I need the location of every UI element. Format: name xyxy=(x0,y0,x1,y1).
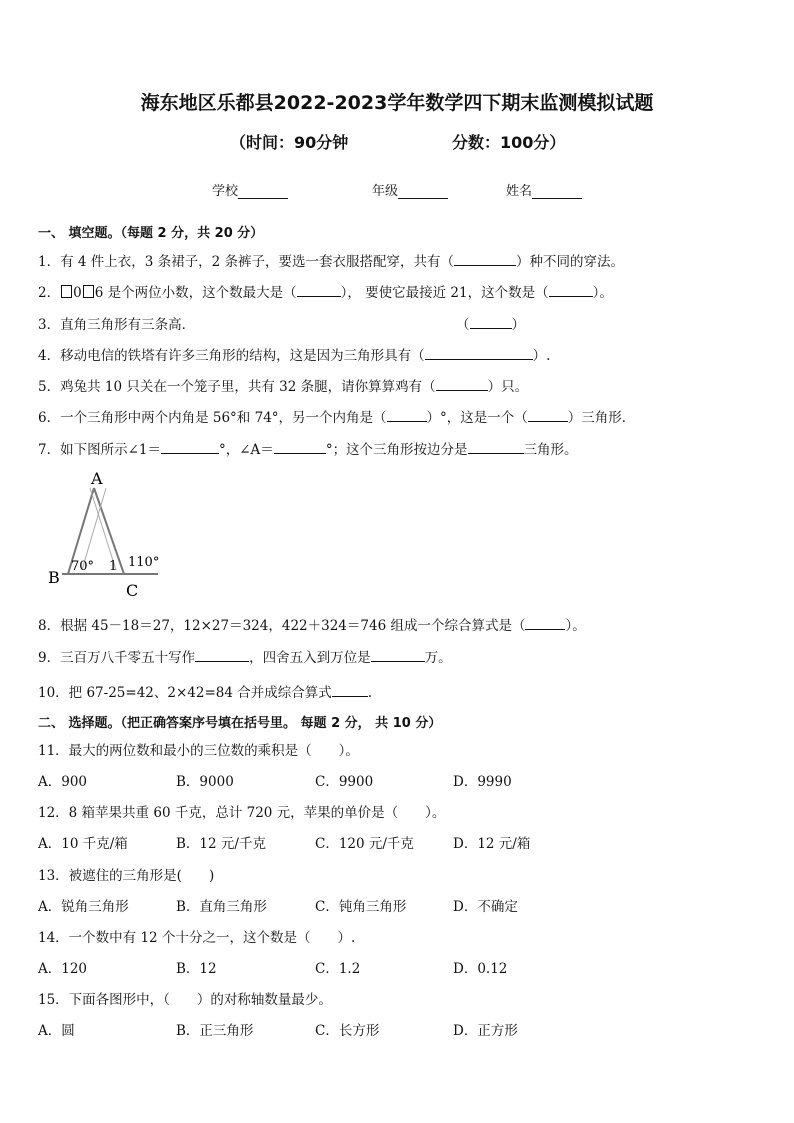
name-label: 姓名 xyxy=(506,184,533,199)
vertex-a-label: A xyxy=(91,469,103,488)
time-limit: （时间：90分钟 xyxy=(230,133,349,152)
digit-box xyxy=(83,285,94,298)
q15-option-d[interactable]: D．正方形 xyxy=(453,1023,518,1039)
q9-end: 万。 xyxy=(424,650,452,666)
q6-end: ）三角形． xyxy=(567,410,636,426)
q2-digit: 0 xyxy=(73,285,82,301)
q7-text-3: °；这个三角形按边分是 xyxy=(325,442,468,458)
q14-option-a[interactable]: A．120 xyxy=(38,961,88,977)
school-blank[interactable] xyxy=(238,186,288,199)
grade-label: 年级 xyxy=(372,184,399,199)
section-heading-choice: 二、 选择题。（把正确答案序号填在括号里。 每题 2 分， 共 10 分） xyxy=(38,716,442,731)
total-score: 分数：100分） xyxy=(452,133,566,152)
q8-blank[interactable] xyxy=(525,617,565,630)
q9-blank-1[interactable] xyxy=(195,649,249,662)
question-5 xyxy=(38,375,528,395)
q1-blank[interactable] xyxy=(454,253,516,266)
q15-option-b[interactable]: B．正三角形 xyxy=(176,1023,254,1039)
school-field xyxy=(212,180,288,199)
angle-1-label: 1 xyxy=(109,559,118,574)
q7-end: 三角形。 xyxy=(523,442,578,458)
question-10 xyxy=(38,681,372,701)
q5-end: ）只。 xyxy=(487,379,529,395)
question-14: 14．一个数中有 12 个十分之一，这个数是（ ）. xyxy=(38,930,356,946)
q5-blank[interactable] xyxy=(436,378,488,391)
q12-option-c[interactable]: C．120 元/千克 xyxy=(315,836,414,852)
q6-text: 6．一个三角形中两个内角是 56°和 74°，另一个内角是（ xyxy=(38,410,387,426)
q14-option-b[interactable]: B．12 xyxy=(176,961,217,977)
q13-option-d[interactable]: D．不确定 xyxy=(453,899,518,915)
q3-text: 3．直角三角形有三条高． xyxy=(38,317,196,333)
question-11: 11．最大的两位数和最小的三位数的乘积是（ ）。 xyxy=(38,743,359,759)
grade-field xyxy=(372,180,448,199)
q2-blank-2[interactable] xyxy=(549,284,593,297)
q14-option-d[interactable]: D．0.12 xyxy=(453,961,508,977)
q5-text: 5．鸡兔共 10 只关在一个笼子里，共有 32 条腿，请你算算鸡有（ xyxy=(38,379,436,395)
q10-end: . xyxy=(367,685,373,701)
exam-title: 海东地区乐都县2022-2023学年数学四下期末监测模拟试题 xyxy=(140,92,654,114)
q4-end: ）. xyxy=(532,348,551,364)
q14-option-c[interactable]: C．1.2 xyxy=(315,961,361,977)
q7-blank-2[interactable] xyxy=(274,441,326,454)
question-15: 15．下面各图形中，（ ）的对称轴数量最少。 xyxy=(38,992,332,1008)
q8-text: 8．根据 45－18＝27，12×27＝324，422＋324＝746 组成一个综合算式是（ xyxy=(38,618,526,634)
q15-option-c[interactable]: C．长方形 xyxy=(315,1023,380,1039)
q1-end: ）种不同的穿法。 xyxy=(516,254,625,270)
q10-text: 10．把 67-25=42、2×42=84 合并成综合算式 xyxy=(38,685,332,701)
q3-blank[interactable] xyxy=(470,316,512,329)
q2-text-2: ）， 要使它最接近 21，这个数是（ xyxy=(340,285,549,301)
q11-option-b[interactable]: B．9000 xyxy=(176,774,234,790)
q6-blank-2[interactable] xyxy=(528,409,568,422)
q7-text: 7．如下图所示∠1＝ xyxy=(38,442,161,458)
q7-text-2: °，∠A＝ xyxy=(219,442,274,458)
question-3 xyxy=(38,313,195,333)
question-12: 12．8 箱苹果共重 60 千克，总计 720 元，苹果的单价是（ ）。 xyxy=(38,805,446,821)
triangle-figure xyxy=(46,466,166,601)
q15-option-a[interactable]: A．圆 xyxy=(38,1023,75,1039)
q3-answer xyxy=(456,313,525,333)
question-13: 13．被遮住的三角形是( ) xyxy=(38,868,215,884)
vertex-b-label: B xyxy=(48,568,60,587)
q4-text: 4．移动电信的铁塔有许多三角形的结构，这是因为三角形具有（ xyxy=(38,348,425,364)
q9-blank-2[interactable] xyxy=(371,649,425,662)
q11-option-c[interactable]: C．9900 xyxy=(315,774,374,790)
question-4 xyxy=(38,344,550,364)
q8-end: ）。 xyxy=(565,618,586,634)
q3-open: （ xyxy=(456,317,470,333)
q6-blank-1[interactable] xyxy=(387,409,427,422)
q2-text: 6 是个两位小数，这个数最大是（ xyxy=(94,285,297,301)
q4-blank[interactable] xyxy=(425,347,533,360)
question-6 xyxy=(38,406,635,426)
q13-option-a[interactable]: A．锐角三角形 xyxy=(38,899,129,915)
q7-blank-3[interactable] xyxy=(468,441,524,454)
question-1 xyxy=(38,250,624,270)
section-heading-fill: 一、 填空题。（每题 2 分，共 20 分） xyxy=(38,226,264,241)
q12-option-d[interactable]: D．12 元/箱 xyxy=(453,836,531,852)
question-7 xyxy=(38,438,578,458)
q11-option-d[interactable]: D．9990 xyxy=(453,774,512,790)
question-9 xyxy=(38,646,452,666)
q10-blank[interactable] xyxy=(332,684,368,697)
q13-option-c[interactable]: C．钝角三角形 xyxy=(315,899,407,915)
question-2 xyxy=(38,281,613,301)
q3-close: ） xyxy=(511,317,525,333)
q2-end: ）。 xyxy=(592,285,613,301)
question-8 xyxy=(38,614,586,634)
grade-blank[interactable] xyxy=(398,186,448,199)
q13-option-b[interactable]: B．直角三角形 xyxy=(176,899,267,915)
q11-option-a[interactable]: A．900 xyxy=(38,774,88,790)
q1-text: 1．有 4 件上衣，3 条裙子，2 条裤子，要选一套衣服搭配穿，共有（ xyxy=(38,254,455,270)
q7-blank-1[interactable] xyxy=(161,441,219,454)
q12-option-a[interactable]: A．10 千克/箱 xyxy=(38,836,128,852)
q2-prefix: 2． xyxy=(38,285,61,301)
vertex-c-label: C xyxy=(126,581,139,600)
q12-option-b[interactable]: B．12 元/千克 xyxy=(176,836,266,852)
digit-box xyxy=(61,285,72,298)
q9-text-2: ，四舍五入到万位是 xyxy=(249,650,371,666)
school-label: 学校 xyxy=(212,184,239,199)
angle-b-label: 70° xyxy=(71,559,95,574)
name-blank[interactable] xyxy=(532,186,582,199)
q6-text-2: ）°，这是一个（ xyxy=(426,410,528,426)
q2-blank-1[interactable] xyxy=(297,284,341,297)
exterior-angle-label: 110° xyxy=(128,555,160,570)
q9-text: 9．三百万八千零五十写作 xyxy=(38,650,196,666)
name-field xyxy=(506,180,582,199)
